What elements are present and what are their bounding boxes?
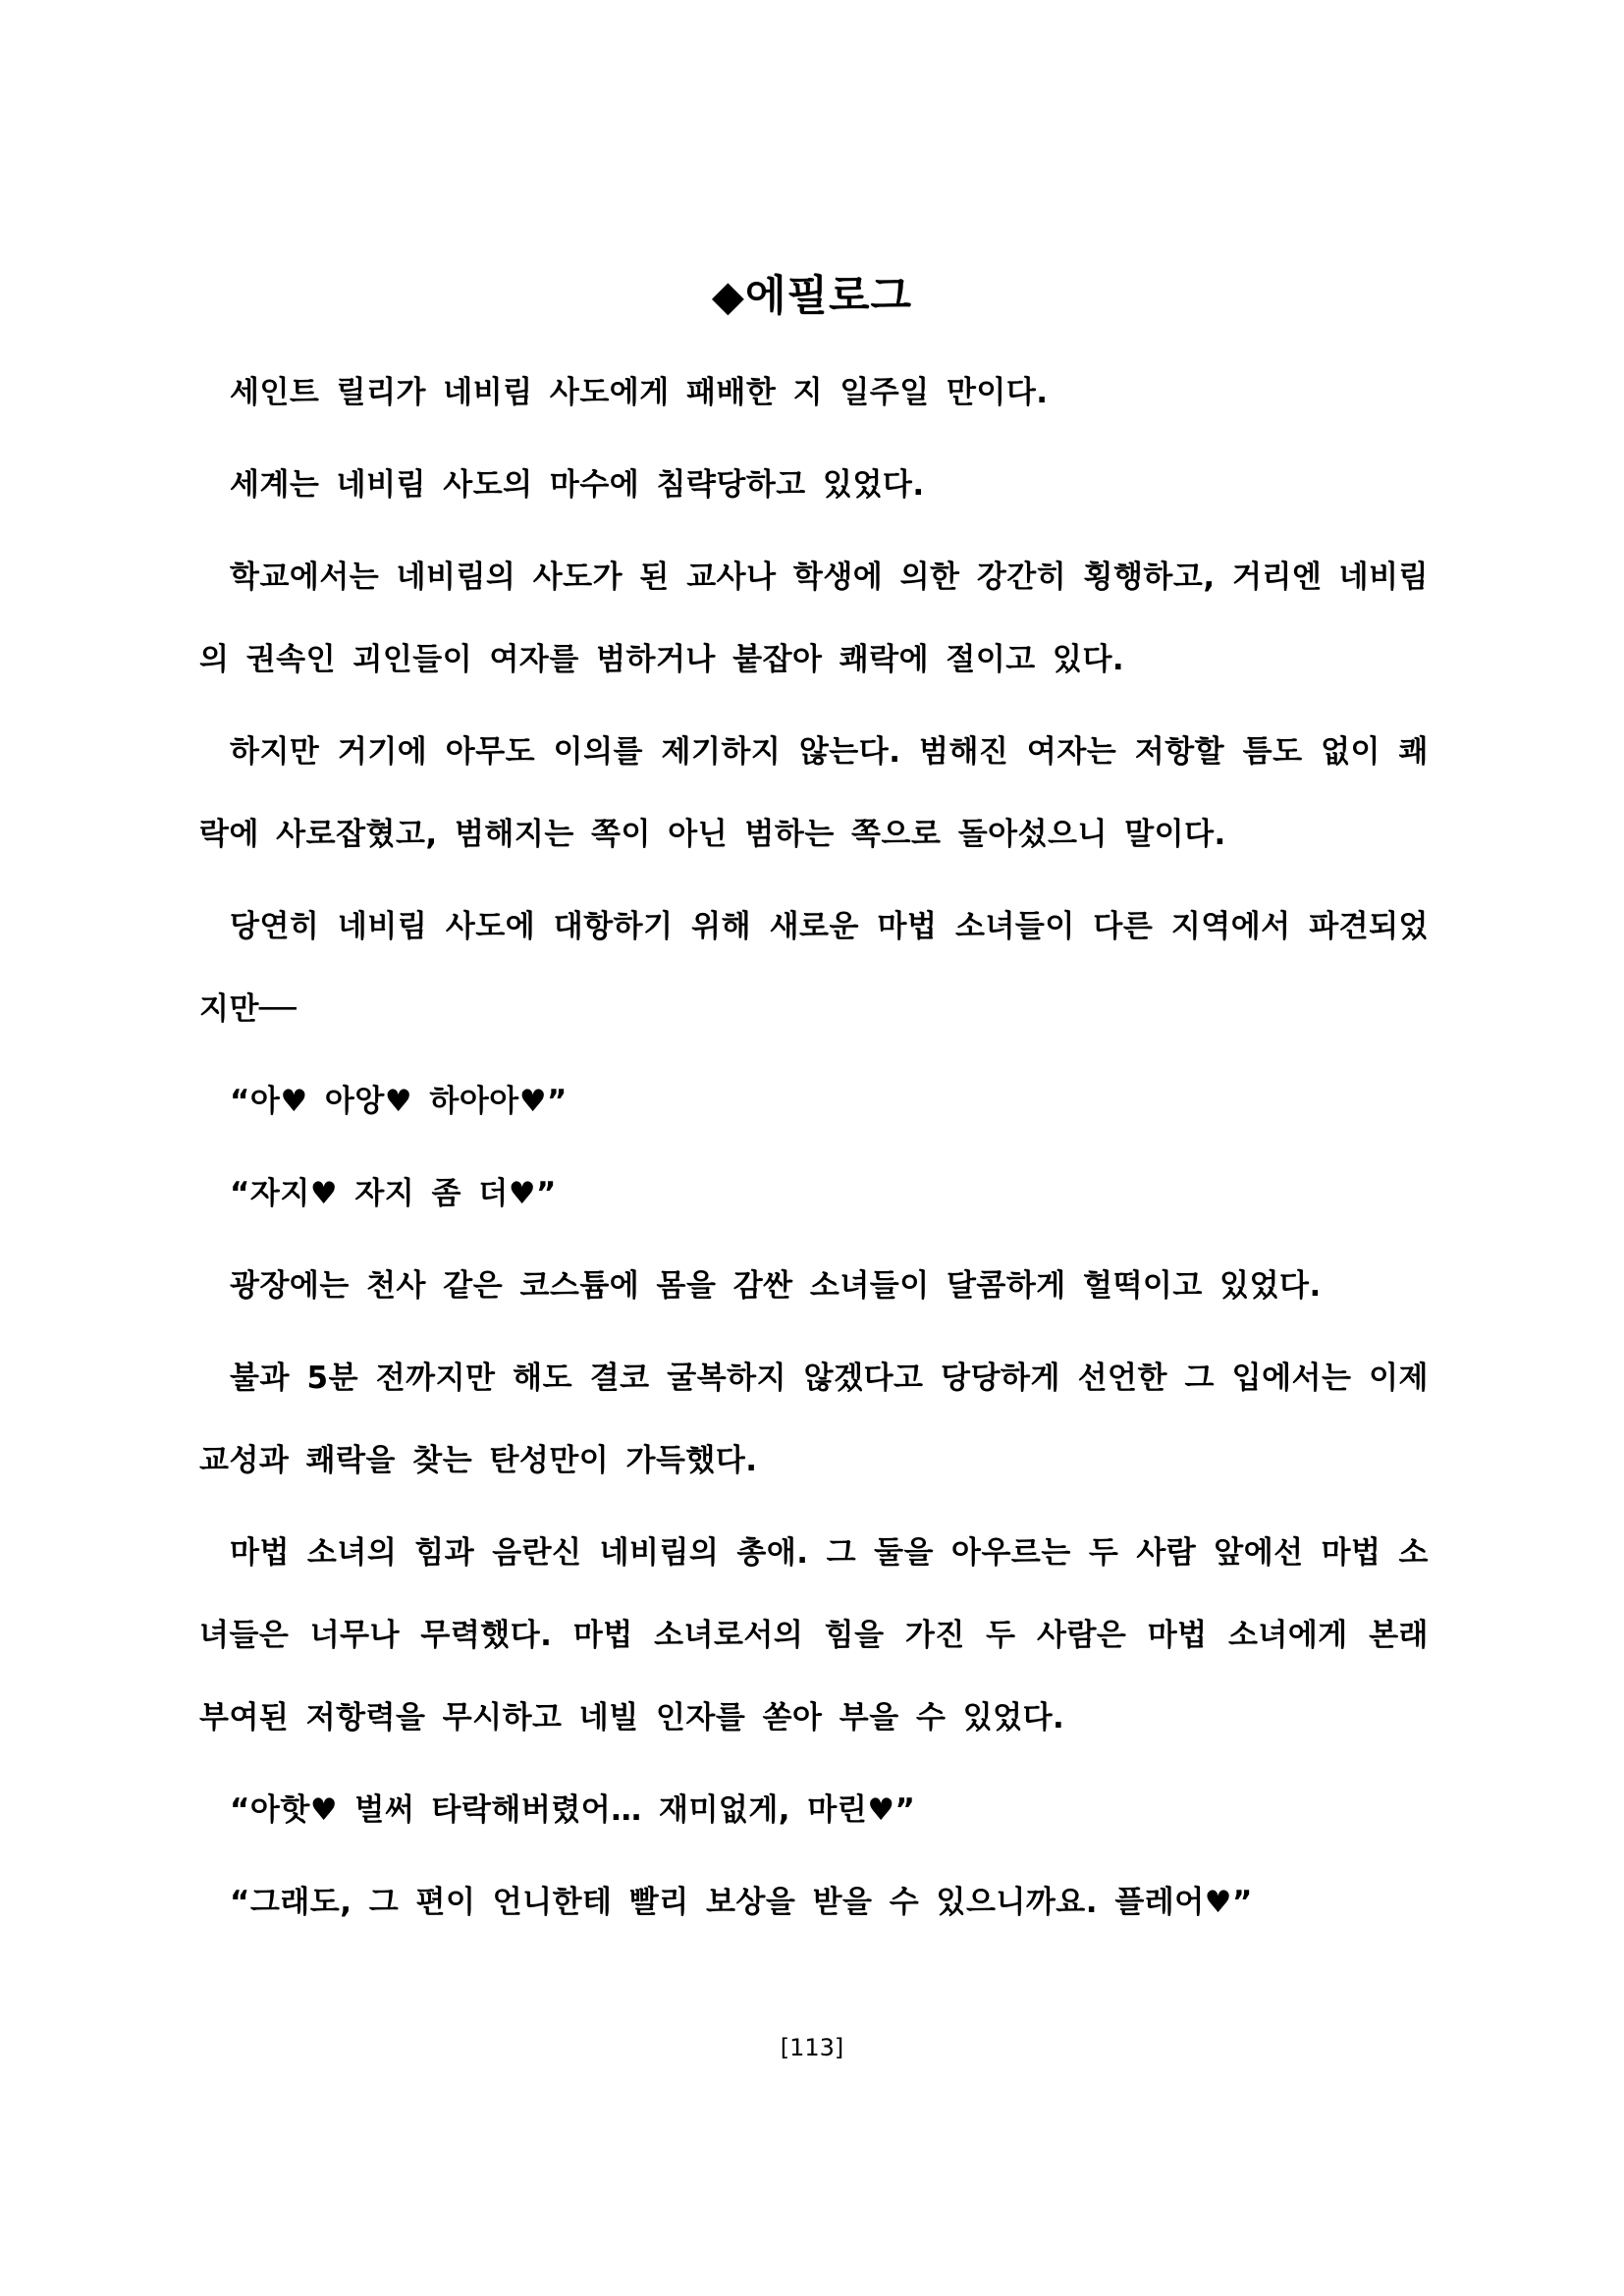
chapter-title: ◆에필로그 [711, 271, 913, 321]
paragraph: 세인트 릴리가 네비림 사도에게 패배한 지 일주일 만이다. [230, 375, 1049, 410]
paragraph: 불과 5분 전까지만 해도 결코 굴복하지 않겠다고 당당하게 선언한 그 입에서는 이제 교성과 쾌락을 찾는 탄성만이 가득했다. [199, 1361, 1429, 1478]
paragraph: 세계는 네비림 사도의 마수에 침략당하고 있었다. [230, 467, 925, 503]
paragraph: 광장에는 천사 같은 코스튬에 몸을 감싼 소녀들이 달콤하게 헐떡이고 있었다. [230, 1268, 1322, 1304]
paragraph: 마법 소녀의 힘과 음란신 네비림의 총애. 그 둘을 아우르는 두 사람 앞에선 마법 소녀들은 너무나 무력했다. 마법 소녀로서의 힘을 가진 두 사람은 마법 소녀에게 본래 부여된 저항력을 무시하고 네빌 인자를 쏟아 부을 수 있었다. [199, 1535, 1429, 1735]
paragraph: 학교에서는 네비림의 사도가 된 교사나 학생에 의한 강간히 횡행하고, 거리엔 네비림의 권속인 괴인들이 여자를 범하거나 붙잡아 쾌락에 절이고 있다. [199, 560, 1429, 677]
dialogue-line: “그래도, 그 편이 언니한테 빨리 보상을 받을 수 있으니까요. 플레어♥” [230, 1885, 1253, 1920]
paragraph: 당연히 네비림 사도에 대항하기 위해 새로운 마법 소녀들이 다른 지역에서 파견되었지만── [199, 909, 1429, 1027]
body-text [199, 351, 1429, 1953]
dialogue-line: “아♥ 아앙♥ 하아아♥” [230, 1084, 568, 1119]
paragraph: 하지만 거기에 아무도 이의를 제기하지 않는다. 범해진 여자는 저항할 틈도 없이 쾌락에 사로잡혔고, 범해지는 쪽이 아닌 범하는 쪽으로 돌아섰으니 말이다. [199, 734, 1429, 852]
page-number: [113] [780, 2034, 844, 2061]
dialogue-line: “아핫♥ 벌써 타락해버렸어… 재미없게, 마린♥” [230, 1792, 916, 1828]
dialogue-line: “자지♥ 자지 좀 더♥” [230, 1176, 557, 1211]
